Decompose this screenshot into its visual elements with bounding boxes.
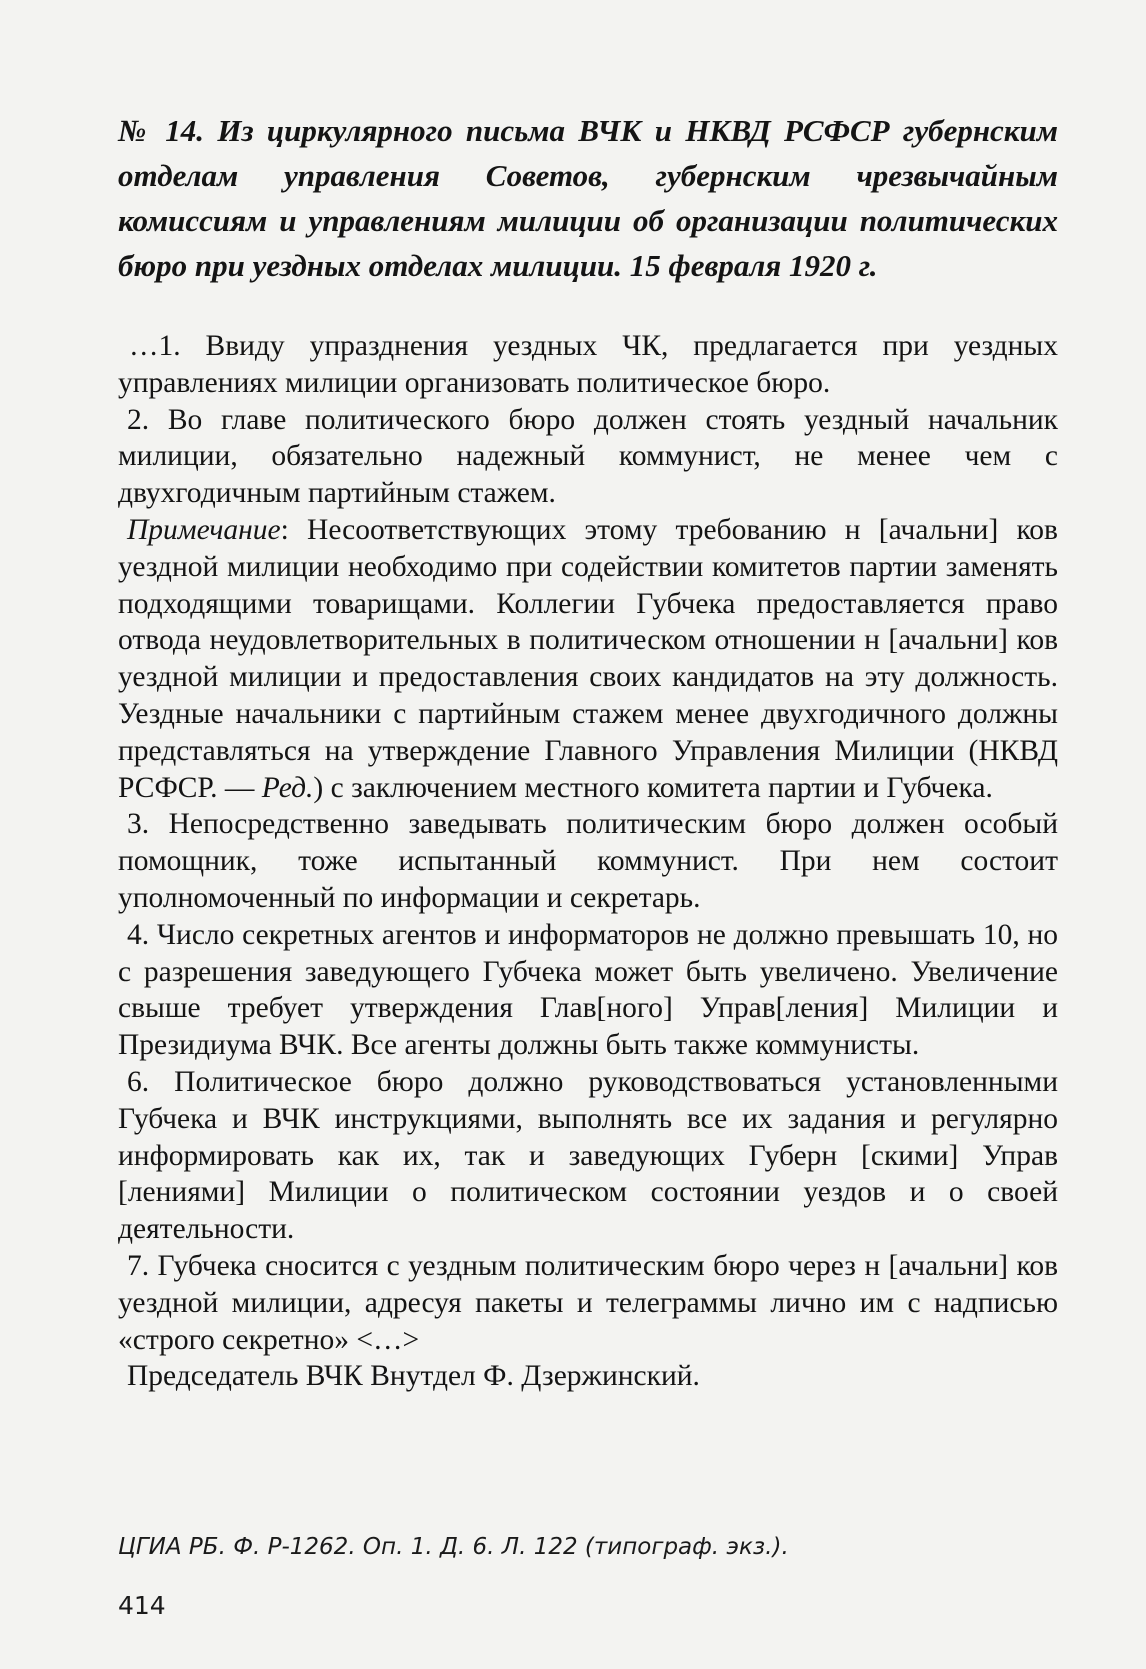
note-end: ) с заключением местного комитета партии и Губчека. [313,771,993,804]
paragraph-6: 6. Политическое бюро должно руководствоваться установленными Губчека и ВЧК инструкциями, выполнять все их задания и регулярно информировать как их, так и заведующих Губерн [скими] Управ [лениями] Милиции о политическом состоянии уездов и о своей деятельности. [118,1065,1058,1246]
paragraph-2: 2. Во главе политического бюро должен стоять уездный начальник милиции, обязательно надежный коммунист, не менее чем с двухгодичным партийным стажем. [118,403,1058,510]
paragraph-4: 4. Число секретных агентов и информаторов не должно превышать 10, но с разрешения заведующего Губчека может быть увеличено. Увеличение свыше требует утверждения Глав[ного] Управ[ления] Милиции и Президиума ВЧК. Все агенты должны быть также коммунисты. [118,918,1058,1062]
paragraph-1: …1. Ввиду упразднения уездных ЧК, предлагается при уездных управлениях милиции организовать политическое бюро. [118,330,1058,399]
archive-source: ЦГИА РБ. Ф. Р-1262. Оп. 1. Д. 6. Л. 122 (типограф. экз.). [118,1534,789,1560]
document-heading: № 14. Из циркулярного письма ВЧК и НКВД РСФСР губернским отделам управления Советов, губернским чрезвычайным комиссиям и управлениям милиции об организации политических бюро при уездных отделах милиции. 15 февраля 1920 г. [118,113,1058,283]
document-page [118,108,1058,1395]
note-paragraph [118,512,1058,806]
editor-abbrev: Ред. [261,771,314,804]
page-number: 414 [118,1591,166,1620]
note-text: : Несоответствующих этому требованию н [ачальни] ков уездной милиции необходимо при содействии комитетов партии заменять подходящими товарищами. Коллегии Губчека предоставляется право отвода неудовлетворительных в политическом отношении н [ачальни] ков уездной милиции и предоставления своих кандидатов на эту должность. Уездные начальники с партийным стажем менее двухгодичного должны представляться на утверждение Главного Управления Милиции (НКВД РСФСР. — [118,513,1058,804]
signature: Председатель ВЧК Внутдел Ф. Дзержинский. [127,1360,700,1393]
paragraph-7: 7. Губчека сносится с уездным политическим бюро через н [ачальни] ков уездной милиции, адресуя пакеты и телеграммы лично им с надписью «строго секретно» <…> [118,1249,1058,1356]
paragraph-3: 3. Непосредственно заведывать политическим бюро должен особый помощник, тоже испытанный коммунист. При нем состоит уполномоченный по информации и секретарь. [118,808,1058,914]
note-label: Примечание [127,513,281,546]
